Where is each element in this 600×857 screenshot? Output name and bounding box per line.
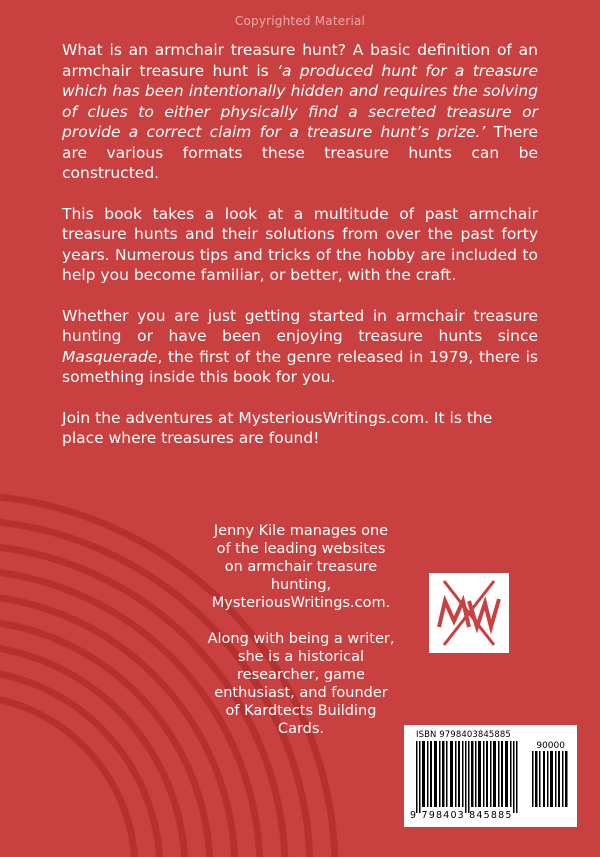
copyright-watermark: Copyrighted Material [234, 14, 366, 28]
blurb-paragraph-3: Whether you are just getting started in armchair treasure hunting or have been enjoying treasure hunts since Masquerade, the first of the genre released in 1979, there is something inside this book for you. [62, 306, 538, 386]
blurb-paragraph-2: This book takes a look at a multitude of past armchair treasure hunts and their solutions from over the past forty years. Numerous tips and tricks of the hobby are included to help you become familiar, or better, with the craft. [62, 204, 538, 284]
author-bio [206, 522, 396, 756]
blurb-paragraph-1: What is an armchair treasure hunt? A basic definition of an armchair treasure hunt is ‘a produced hunt for a treasure which has been intentionally hidden and requires the solving of clues to either physically find a secreted treasure or provide a correct claim for a treasure hunt’s prize.’ There are various formats these treasure hunts can be constructed. [62, 41, 539, 182]
back-cover-blurb [62, 40, 538, 469]
masquerade-title: Masquerade [62, 347, 158, 366]
publisher-logo [429, 573, 509, 653]
isbn-barcode [404, 725, 577, 827]
definition-quote: ‘a produced hunt for a treasure which has been intentionally hidden and requires the solving of clues to either physically find a secreted treasure or provide a correct claim for a treasure hunt’s prize.’ [62, 61, 538, 141]
author-bio-paragraph-2: Along with being a writer, she is a historical researcher, game enthusiast, and founder of Kardtects Building Cards. [207, 631, 395, 737]
author-bio-paragraph-1: Jenny Kile manages one of the leading websites on armchair treasure hunting, MysteriousWritings.com. [211, 523, 391, 611]
main-barcode [412, 741, 524, 813]
isbn-digits: 9 798403 845885 [410, 810, 513, 821]
isbn-label: ISBN 9798403845885 [416, 730, 511, 740]
blurb-paragraph-4: Join the adventures at MysteriousWritings.com. It is the place where treasures are found! [62, 408, 493, 447]
mwx-logo-icon [429, 573, 509, 653]
price-code: 90000 [536, 741, 565, 751]
price-barcode [531, 751, 571, 807]
